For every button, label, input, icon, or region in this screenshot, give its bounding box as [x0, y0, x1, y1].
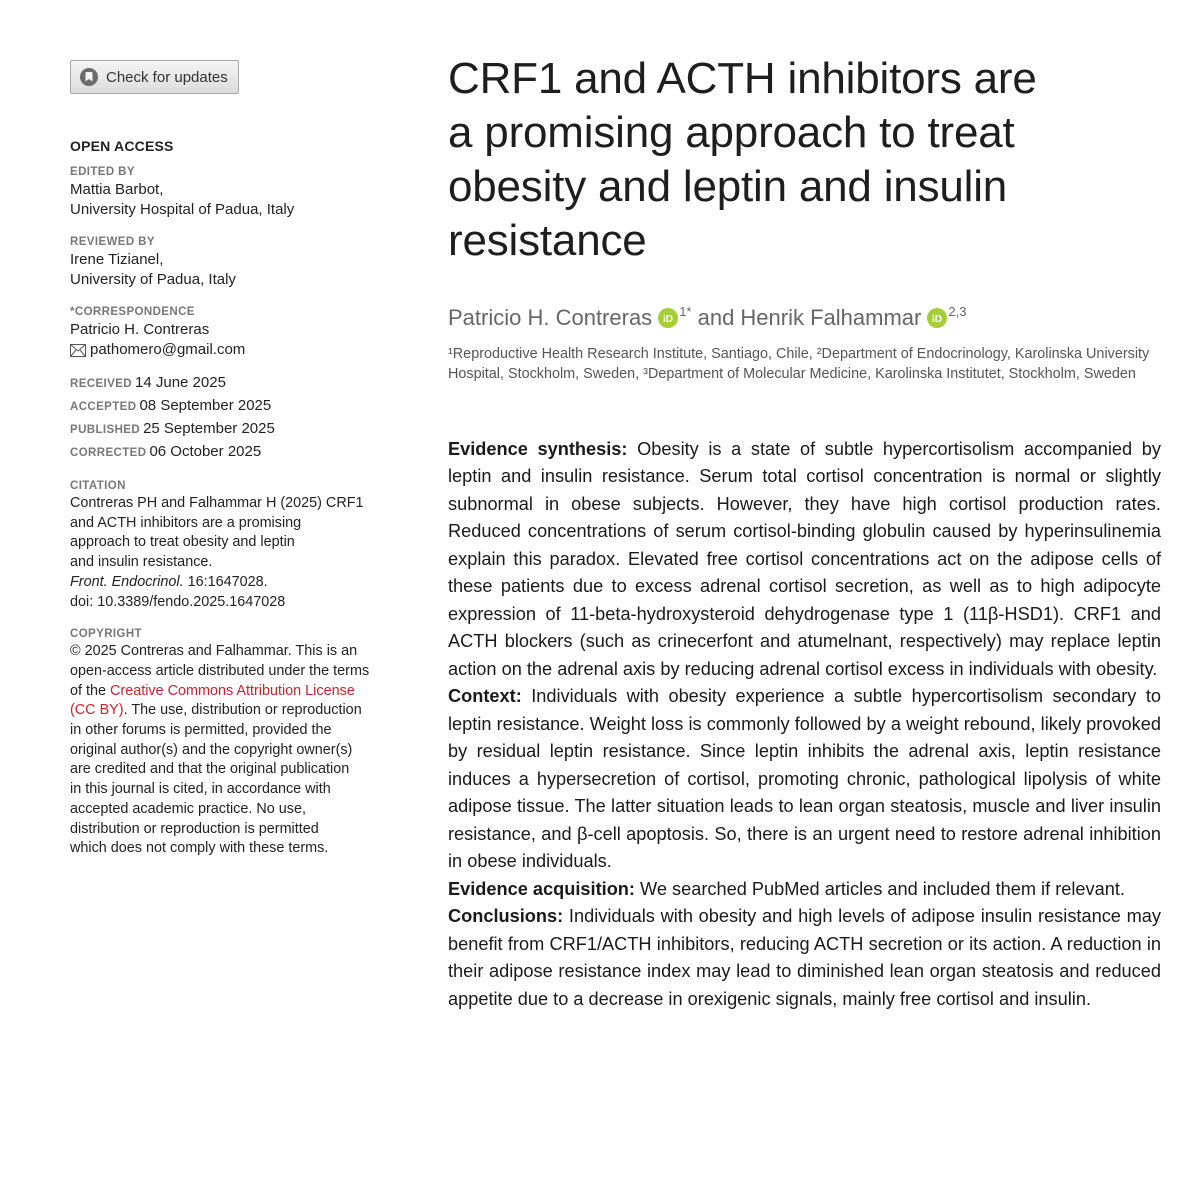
author-name: Henrik Falhammar	[740, 305, 922, 330]
correspondence-email-link[interactable]: pathomero@gmail.com	[90, 341, 246, 358]
copyright-line: accepted academic practice. No use,	[70, 800, 306, 817]
date-accepted: ACCEPTED 08 September 2025	[70, 397, 272, 414]
author-affiliation-marker: 1*	[679, 304, 692, 319]
check-for-updates-label: Check for updates	[106, 68, 228, 86]
abstract-evidence-acquisition	[448, 876, 1161, 904]
citation-doi: doi: 10.3389/fendo.2025.1647028	[70, 593, 286, 610]
author-affiliation-marker: 2,3	[948, 304, 967, 319]
editor-name: Mattia Barbot,	[70, 181, 164, 198]
edited-by-label: EDITED BY	[70, 166, 135, 178]
citation-label: CITATION	[70, 480, 126, 492]
mail-icon	[70, 344, 86, 357]
date-corrected: CORRECTED 06 October 2025	[70, 443, 262, 460]
copyright-label: COPYRIGHT	[70, 628, 142, 641]
abstract-text: Obesity is a state of subtle hypercortisolism accompanied by leptin and insulin resistance. Serum total cortisol concentration is normal or slightly subnormal in obese subjects. However, they have high cortisol production rates. Reduced concentrations of serum cortisol-binding globulin caused by hyperinsulinemia explain this paradox. Elevated free cortisol concentrations act on the adipose cells of these patients due to excess adrenal cortisol secretion, as well as to high adipocyte expression of 11-beta-hydroxysteroid dehydrogenase type 1 (11β-HSD1). CRF1 and ACTH blockers (such as crinecerfont and atumelnant, respectively) may replace leptin action on the adrenal axis by reducing adrenal cortisol excess in individuals with obesity.	[448, 438, 1161, 679]
abstract-context	[448, 683, 1161, 876]
check-updates-icon	[79, 67, 99, 87]
reviewer-name: Irene Tizianel,	[70, 251, 164, 268]
orcid-icon[interactable]	[658, 308, 678, 328]
abstract-heading: Conclusions:	[448, 906, 564, 927]
correspondence-email-line	[70, 340, 395, 360]
copyright-line: open-access article distributed under the terms	[70, 662, 370, 679]
reviewer-affiliation: University of Padua, Italy	[70, 271, 236, 288]
copyright-line: of the Creative Commons Attribution License	[70, 682, 355, 699]
abstract-text: Individuals with obesity and high levels of adipose insulin resistance may benefit from CRF1/ACTH inhibitors, reducing ACTH secretion or its action. A reduction in their adipose resistance index may lead to diminished lean organ steatosis and reduced appetite due to a decrease in orexigenic signals, mainly free cortisol and insulin.	[448, 906, 1161, 1009]
correspondence-label: *CORRESPONDENCE	[70, 306, 195, 318]
citation-line: approach to treat obesity and leptin	[70, 534, 295, 551]
copyright-line: (CC BY). The use, distribution or reproduction	[70, 702, 362, 719]
cc-license-link[interactable]: Creative Commons Attribution License	[110, 682, 355, 699]
copyright-line: distribution or reproduction is permitted	[70, 820, 319, 837]
citation-line: and insulin resistance.	[70, 554, 213, 571]
citation-line: and ACTH inhibitors are a promising	[70, 514, 302, 531]
article-sidebar	[70, 60, 395, 859]
copyright-text	[70, 642, 395, 859]
editor-affiliation: University Hospital of Padua, Italy	[70, 201, 295, 218]
copyright-line: are credited and that the original publication	[70, 761, 350, 778]
svg-text:iD: iD	[663, 314, 674, 325]
author-list	[448, 298, 1161, 332]
citation-journal: Front. Endocrinol.	[70, 573, 184, 590]
copyright-line: which does not comply with these terms.	[70, 840, 329, 857]
date-received: RECEIVED 14 June 2025	[70, 374, 226, 391]
author-affiliations: ¹Reproductive Health Research Institute, Santiago, Chile, ²Department of Endocrinology, Karolinska University Hospital, Stockholm, Sweden, ³Department of Molecular Medicine, Karolinska Institutet, Stockholm, Sweden	[448, 346, 1150, 383]
date-published: PUBLISHED 25 September 2025	[70, 420, 275, 437]
cc-by-link[interactable]: (CC BY)	[70, 702, 124, 719]
citation-volume: 16:1647028.	[183, 573, 268, 590]
copyright-line: © 2025 Contreras and Falhammar. This is an	[70, 643, 358, 660]
copyright-line: original author(s) and the copyright owner(s)	[70, 741, 353, 758]
abstract-conclusions	[448, 903, 1161, 1013]
copyright-line: in other forums is permitted, provided the	[70, 722, 332, 739]
abstract-heading: Context:	[448, 686, 522, 707]
copyright-line: in this journal is cited, in accordance with	[70, 781, 331, 798]
check-for-updates-button[interactable]	[70, 60, 239, 94]
reviewed-by-label: REVIEWED BY	[70, 236, 155, 248]
citation-line: Contreras PH and Falhammar H (2025) CRF1	[70, 495, 364, 511]
abstract-text: Individuals with obesity experience a subtle hypercortisolism secondary to leptin resistance. Weight loss is commonly followed by a weight rebound, likely provoked by residual leptin resistance. Since leptin inhibits the adrenal axis, leptin resistance induces a hypersecretion of cortisol, promoting chronic, pathological lipolysis of white adipose tissue. The latter situation leads to lean organ steatosis, muscle and liver insulin resistance, and β-cell apoptosis. So, there is an urgent need to restore adrenal inhibition in obese individuals.	[448, 686, 1161, 872]
article-main	[448, 52, 1161, 1013]
abstract	[448, 436, 1161, 1014]
author-join: and	[691, 305, 741, 330]
abstract-evidence-synthesis	[448, 436, 1161, 684]
correspondence-name: Patricio H. Contreras	[70, 321, 210, 338]
citation-text	[70, 494, 395, 612]
publication-dates	[70, 372, 395, 464]
abstract-heading: Evidence synthesis:	[448, 438, 628, 459]
article-title: CRF1 and ACTH inhibitors are a promising approach to treat obesity and leptin and insulin resistance	[448, 54, 1037, 265]
svg-text:iD: iD	[932, 314, 943, 325]
open-access-label: OPEN ACCESS	[70, 138, 174, 154]
citation-line	[70, 573, 395, 593]
abstract-heading: Evidence acquisition:	[448, 878, 635, 899]
author-name: Patricio H. Contreras	[448, 305, 653, 330]
abstract-text: We searched PubMed articles and included them if relevant.	[634, 878, 1125, 899]
orcid-icon[interactable]	[927, 308, 947, 328]
